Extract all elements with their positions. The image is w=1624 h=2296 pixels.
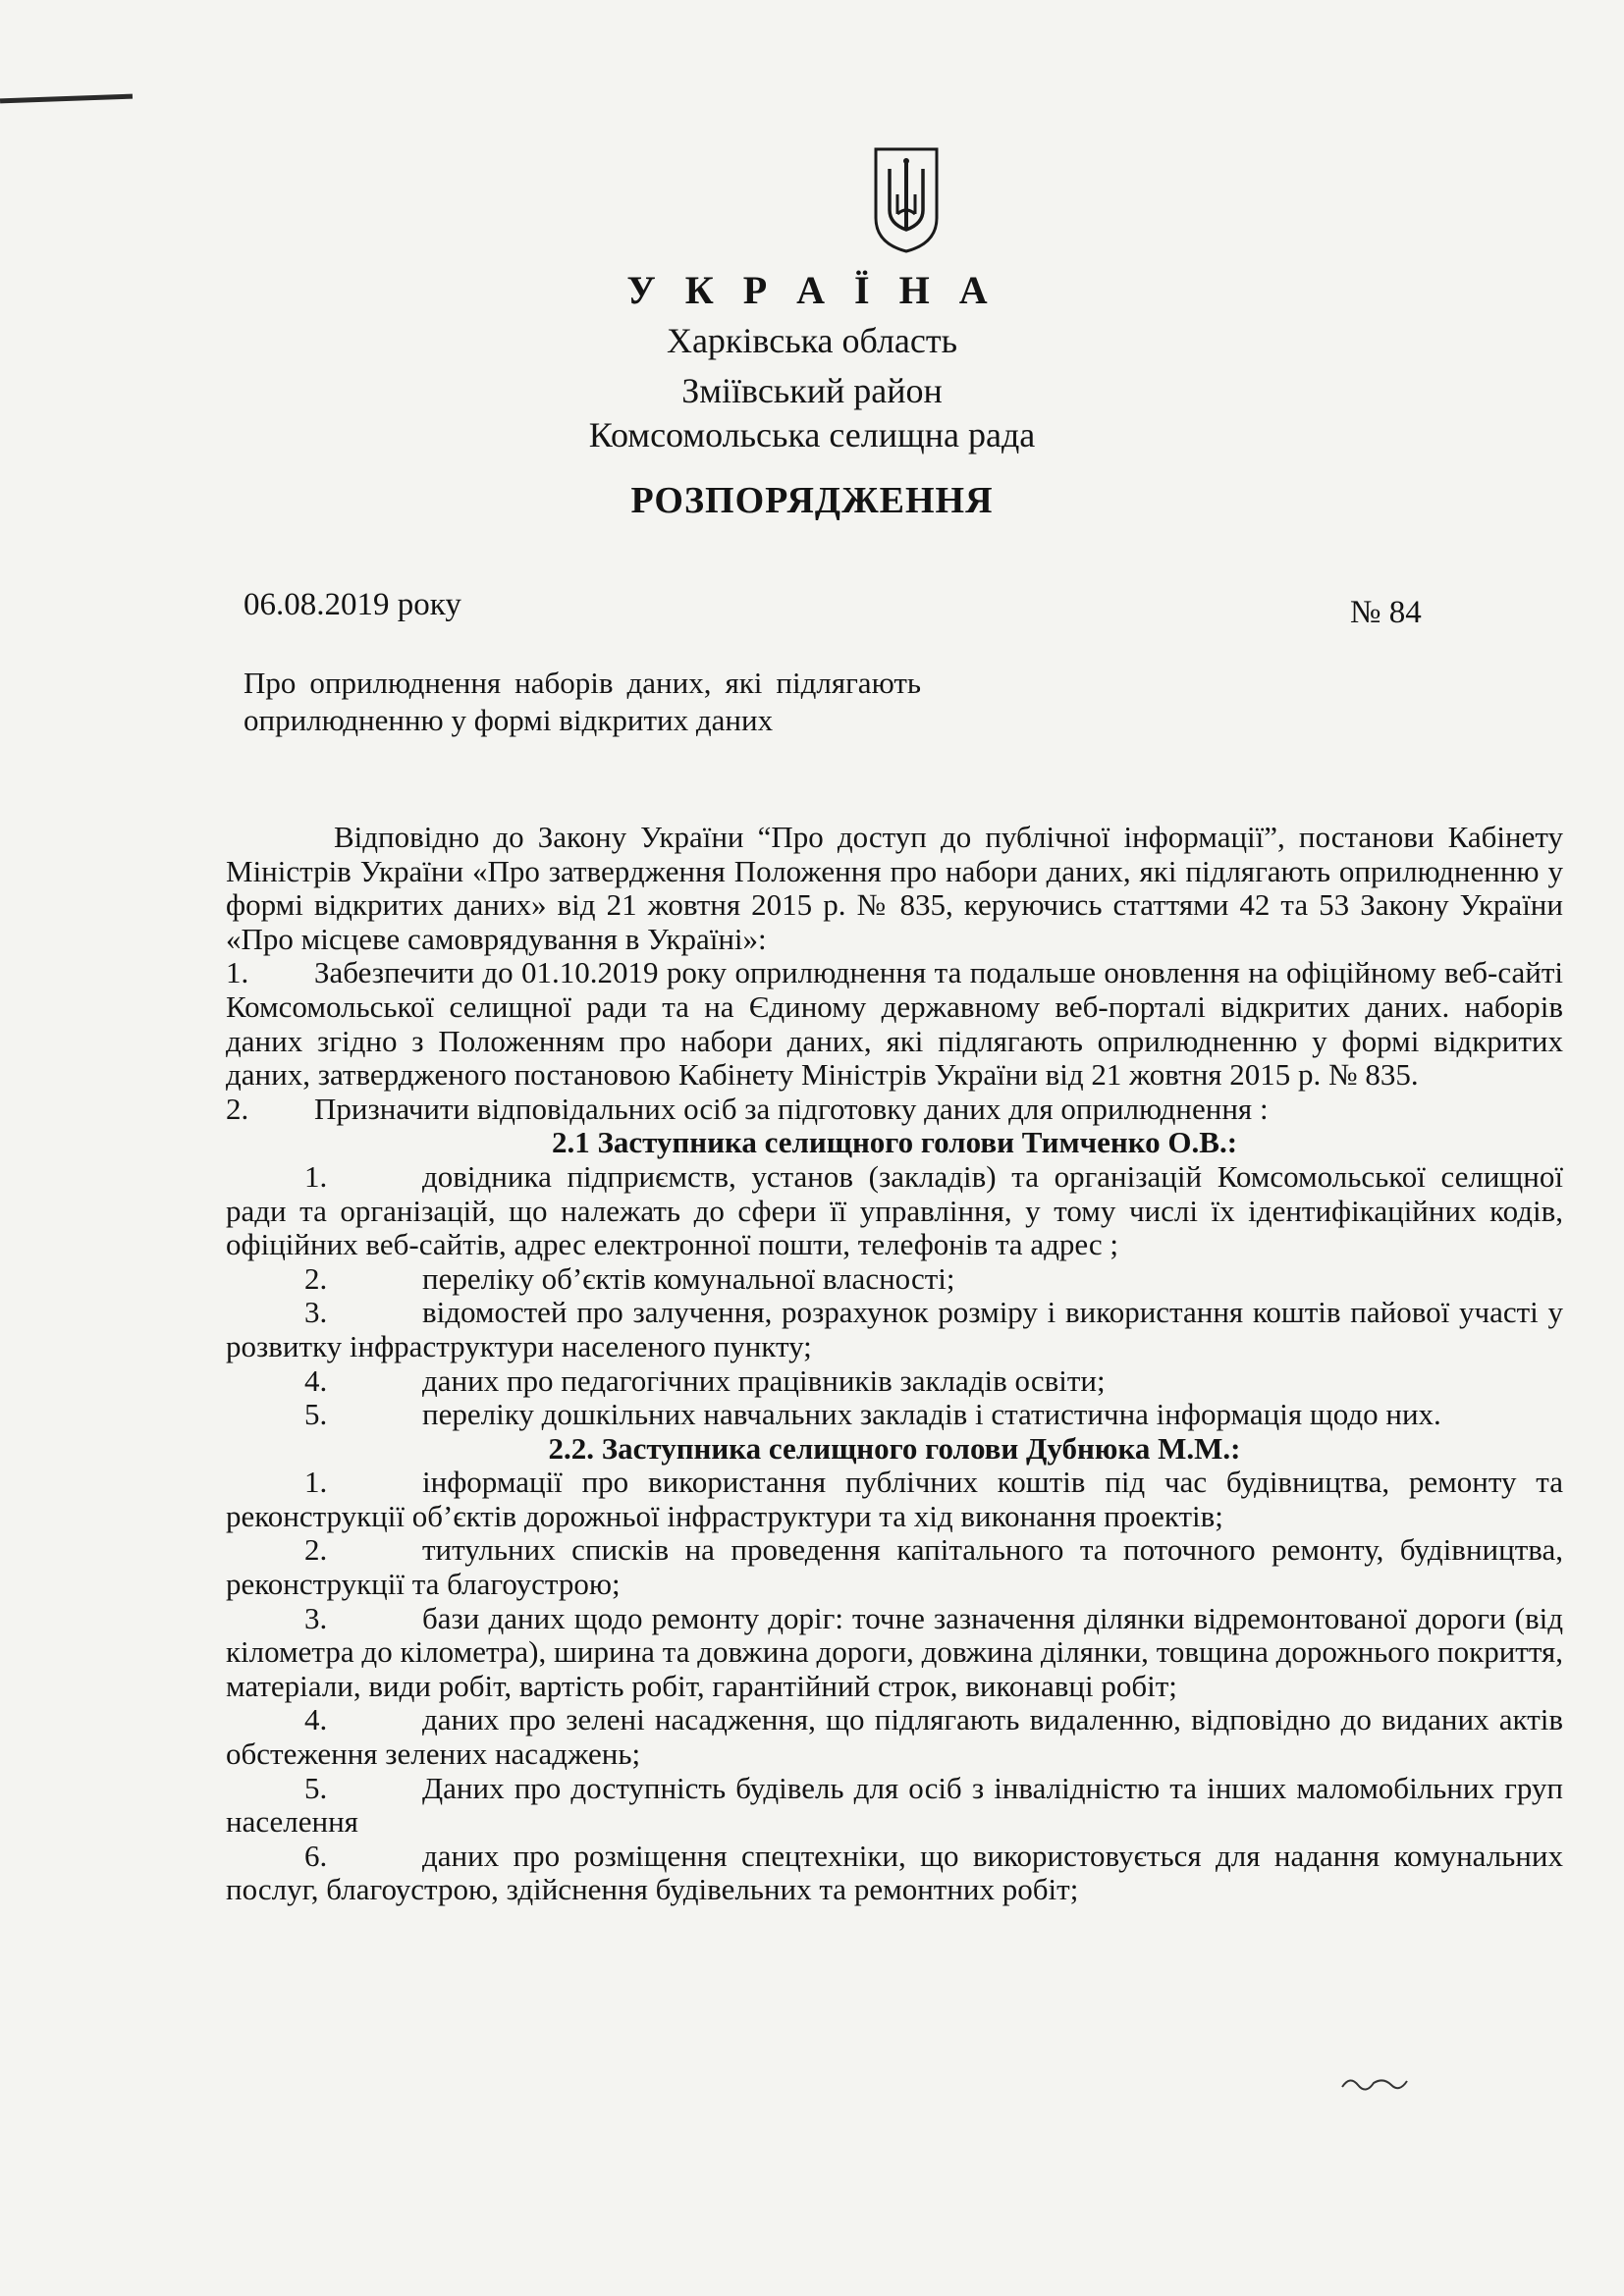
- item-text: довідника підприємств, установ (закладів) та організацій Комсомольської селищної ради та організацій, що належать до сфери її управління, у тому числі їх ідентифікаційних кодів, офіційних веб-сайтів, адрес електронної пошти, телефонів та адрес ;: [226, 1158, 1563, 1262]
- item-text: даних про педагогічних працівників закладів освіти;: [422, 1362, 1106, 1398]
- item-number: 1.: [226, 955, 249, 990]
- preamble-paragraph: Відповідно до Закону України “Про доступ до публічної інформації”, постанови Кабінету Міністрів України «Про затвердження Положення про набори даних, які підлягають оприлюдненню у формі відкритих даних» від 21 жовтня 2015 р. № 835, керуючись статтями 42 та 53 Закону України «Про місцеве самоврядування в Україні»:: [226, 820, 1563, 956]
- document-number: № 84: [1350, 595, 1422, 630]
- coat-of-arms-icon: [872, 145, 941, 255]
- signature-mark-icon: [1340, 2071, 1409, 2095]
- item-text: Призначити відповідальних осіб за підготовку даних для оприлюднення :: [314, 1091, 1269, 1126]
- item-number: 2.: [226, 1091, 249, 1126]
- document-date: 06.08.2019 року: [244, 587, 461, 622]
- country-name: У К Р А Ї Н А: [626, 268, 998, 312]
- list-item: [226, 1398, 1563, 1432]
- council-name: Комсомольська селищна рада: [588, 415, 1036, 454]
- item-number: 6.: [304, 1838, 328, 1873]
- item-number: 2.: [304, 1532, 328, 1568]
- item-number: 5.: [304, 1770, 328, 1805]
- item-text: даних про розміщення спецтехніки, що використовується для надання комунальних послуг, благоустрою, здійснення будівельних та ремонтних робіт;: [226, 1838, 1563, 1907]
- list-item: [226, 1364, 1563, 1399]
- item-number: 3.: [304, 1295, 328, 1330]
- list-item: [226, 1533, 1563, 1601]
- list-item: [226, 1703, 1563, 1771]
- order-item-2: [226, 1093, 1563, 1127]
- section-heading-2-1: 2.1 Заступника селищного голови Тимченко О.В.:: [551, 1125, 1238, 1160]
- item-number: 2.: [304, 1260, 328, 1296]
- scan-edge-mark: [0, 94, 133, 104]
- item-text: Даних про доступність будівель для осіб з інвалідністю та інших маломобільних груп населення: [226, 1770, 1563, 1840]
- section-heading-2-2: 2.2. Заступника селищного голови Дубнюка М.М.:: [548, 1430, 1241, 1466]
- list-item: [226, 1160, 1563, 1262]
- item-number: 4.: [304, 1362, 328, 1398]
- list-item: [226, 1840, 1563, 1907]
- document-body: [226, 821, 1563, 1907]
- list-item: [226, 1296, 1563, 1363]
- list-item: [226, 1772, 1563, 1840]
- list-item: [226, 1602, 1563, 1704]
- item-text: переліку об’єктів комунальної власності;: [422, 1260, 955, 1296]
- item-number: 1.: [304, 1158, 328, 1194]
- item-text: Забезпечити до 01.10.2019 року оприлюднення та подальше оновлення на офіційному веб-сайті Комсомольської селищної ради та на Єдиному державному веб-порталі відкритих даних. наборів даних згідно з Положенням про набори даних, які підлягають оприлюдненню у формі відкритих даних, затвердженого постановою Кабінету Міністрів України від 21 жовтня 2015 р. № 835.: [226, 955, 1563, 1093]
- district-name: Зміївський район: [681, 371, 943, 410]
- item-text: переліку дошкільних навчальних закладів і статистична інформація щодо них.: [422, 1397, 1441, 1432]
- order-item-1: [226, 956, 1563, 1092]
- list-item: [226, 1262, 1563, 1297]
- document-type-title: РОЗПОРЯДЖЕННЯ: [630, 480, 994, 521]
- document-subject: Про оприлюднення наборів даних, які підлягають оприлюдненню у формі відкритих даних: [244, 666, 921, 737]
- item-text: інформації про використання публічних коштів під час будівництва, ремонту та реконструкції об’єктів дорожньої інфраструктури та хід виконання проектів;: [226, 1465, 1563, 1533]
- item-text: відомостей про залучення, розрахунок розміру і використання коштів пайової участі у розвитку інфраструктури населеного пункту;: [226, 1295, 1563, 1363]
- item-number: 5.: [304, 1397, 328, 1432]
- item-text: даних про зелені насадження, що підлягають видаленню, відповідно до виданих актів обстеження зелених насаджень;: [226, 1702, 1563, 1772]
- item-number: 1.: [304, 1465, 328, 1500]
- item-number: 3.: [304, 1600, 328, 1635]
- item-text: титульних списків на проведення капітального та поточного ремонту, будівництва, реконструкції та благоустрою;: [226, 1532, 1563, 1602]
- item-text: бази даних щодо ремонту доріг: точне зазначення ділянки відремонтованої дороги (від кілометра до кілометра), ширина та довжина дороги, довжина ділянки, товщина дорожнього покриття, матеріали, види робіт, вартість робіт, гарантійний строк, виконавці робіт;: [226, 1600, 1563, 1703]
- oblast-name: Харківська область: [666, 321, 958, 360]
- item-number: 4.: [304, 1702, 328, 1737]
- list-item: [226, 1466, 1563, 1533]
